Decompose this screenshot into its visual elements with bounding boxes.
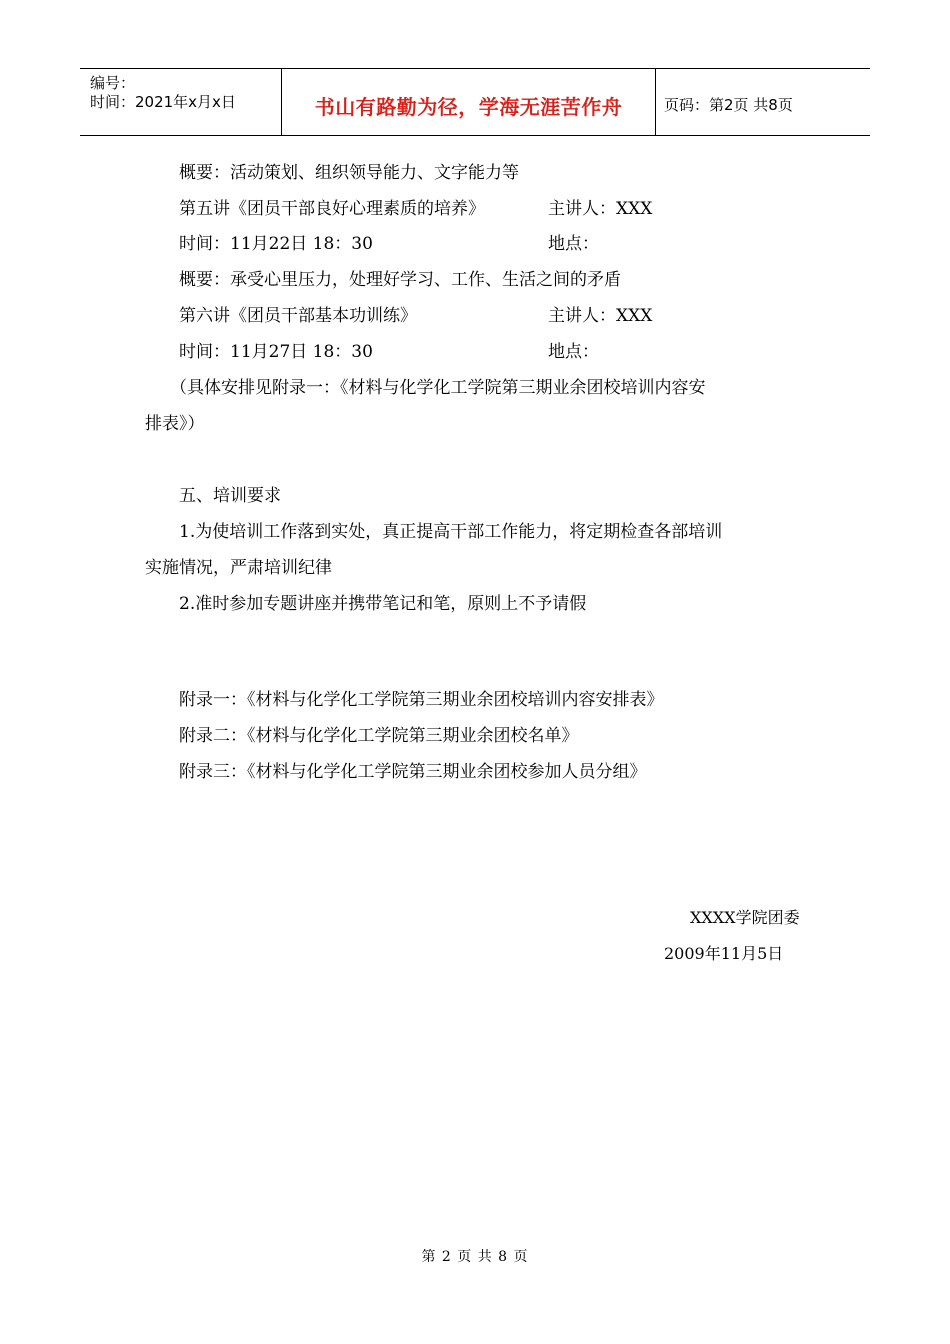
header-motto: 书山有路勤为径，学海无涯苦作舟 [314, 95, 623, 119]
header-page-info: 页码：第2页 共8页 [664, 96, 793, 114]
summary-lecture-4: 概要：活动策划、组织领导能力、文字能力等 [179, 163, 519, 183]
lecture-5-time: 时间：11月22日 18：30 [179, 234, 373, 254]
page-header [80, 68, 870, 136]
signature-org: XXXX学院团委 [690, 908, 800, 927]
requirement-1-line2: 实施情况，严肃培训纪律 [145, 558, 332, 578]
lecture-6-speaker: 主讲人：XXX [548, 306, 653, 326]
header-code-label: 编号： [90, 74, 136, 92]
signature-date: 2009年11月5日 [664, 944, 784, 963]
appendix-item-3: 附录三：《材料与化学化工学院第三期业余团校参加人员分组》 [179, 762, 647, 782]
appendix-item-1: 附录一：《材料与化学化工学院第三期业余团校培训内容安排表》 [179, 690, 664, 710]
schedule-note-line2: 排表》） [145, 414, 205, 434]
lecture-5-title: 第五讲《团员干部良好心理素质的培养》 [179, 199, 485, 219]
section-title-requirements: 五、培训要求 [179, 486, 281, 506]
summary-lecture-5: 概要：承受心里压力，处理好学习、工作、生活之间的矛盾 [179, 270, 621, 290]
lecture-5-speaker: 主讲人：XXX [548, 199, 653, 219]
requirement-1-line1: 1.为使培训工作落到实处，真正提高干部工作能力，将定期检查各部培训 [179, 522, 723, 542]
page-footer: 第 2 页 共 8 页 [421, 1249, 529, 1265]
header-page-cell [656, 69, 870, 135]
header-date: 时间：2021年x月x日 [90, 93, 236, 111]
lecture-6-title: 第六讲《团员干部基本功训练》 [179, 306, 417, 326]
lecture-6-time: 时间：11月27日 18：30 [179, 342, 373, 362]
header-meta-cell [80, 69, 282, 135]
appendix-item-2: 附录二：《材料与化学化工学院第三期业余团校名单》 [179, 726, 579, 746]
lecture-6-place: 地点： [548, 342, 599, 362]
schedule-note-line1: （具体安排见附录一：《材料与化学化工学院第三期业余团校培训内容安 [170, 378, 706, 398]
lecture-5-place: 地点： [548, 234, 599, 254]
header-motto-cell [282, 69, 656, 135]
requirement-2: 2.准时参加专题讲座并携带笔记和笔，原则上不予请假 [179, 594, 587, 614]
